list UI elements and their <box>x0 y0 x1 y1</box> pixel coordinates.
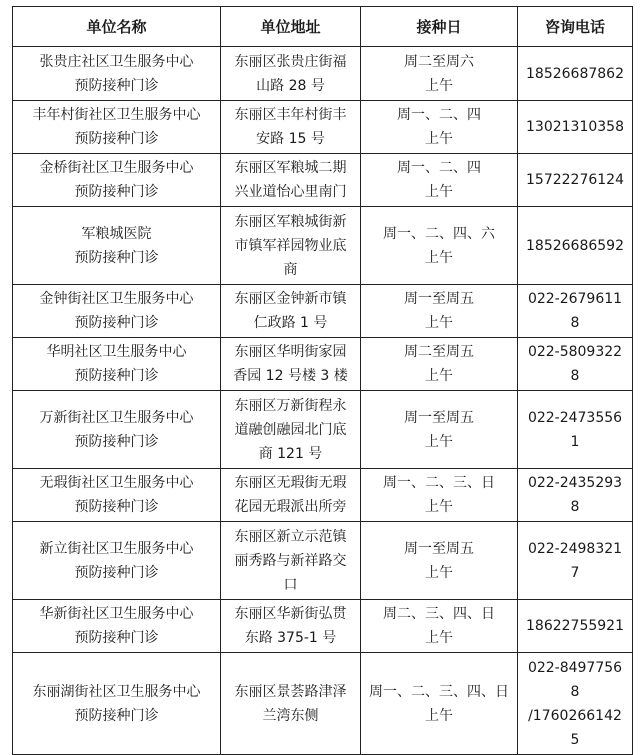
unit-address-cell <box>221 101 361 154</box>
vaccination-day-cell <box>361 101 518 154</box>
unit-name-line: 预防接种门诊 <box>74 564 159 581</box>
vaccination-day-line: 上午 <box>425 499 453 515</box>
unit-name-line: 预防接种门诊 <box>74 368 159 384</box>
consult-phone-cell <box>518 469 633 522</box>
table-row <box>13 101 633 154</box>
vaccination-day-cell <box>361 391 518 469</box>
unit-address-line: 东丽区华明街家园 <box>234 344 347 360</box>
unit-name-cell <box>13 154 221 207</box>
unit-address-line: 东丽区景荟路津泽 <box>234 683 347 700</box>
unit-name-line: 预防接种门诊 <box>74 131 159 147</box>
unit-address-line: 东路 375-1 号 <box>244 630 337 646</box>
table-row <box>13 338 633 391</box>
vaccination-day-line: 上午 <box>425 368 453 384</box>
unit-name-line: 金钟街社区卫生服务中心 <box>39 291 194 307</box>
consult-phone-cell <box>518 653 633 755</box>
vaccination-day-cell <box>361 600 518 653</box>
unit-address-line: 花园无瑕派出所旁 <box>234 499 347 515</box>
consult-phone-cell <box>518 47 633 101</box>
unit-name-line: 张贵庄社区卫生服务中心 <box>39 53 194 70</box>
unit-address-line: 东丽区新立示范镇 <box>234 528 347 545</box>
unit-name-line: 金桥街社区卫生服务中心 <box>39 160 194 176</box>
vaccination-day-cell <box>361 469 518 522</box>
consult-phone-line: 8 <box>570 368 580 384</box>
unit-name-line: 预防接种门诊 <box>74 707 159 724</box>
unit-address-line: 香园 12 号楼 3 楼 <box>233 368 348 384</box>
unit-address-line: 东丽区无瑕街无瑕 <box>234 475 347 491</box>
consult-phone-line: 7 <box>570 564 580 581</box>
vaccination-day-line: 上午 <box>425 564 453 581</box>
table-row <box>13 285 633 338</box>
vaccination-day-cell <box>361 338 518 391</box>
unit-address-line: 东丽区张贵庄街福 <box>234 53 347 70</box>
unit-address-line: 东丽区丰年村街丰 <box>234 107 347 123</box>
vaccination-day-line: 上午 <box>425 77 453 94</box>
unit-address-line: 安路 15 号 <box>256 131 325 147</box>
unit-name-line: 无瑕街社区卫生服务中心 <box>39 475 194 491</box>
table-body <box>13 47 633 755</box>
unit-name-cell <box>13 391 221 469</box>
vaccination-day-cell <box>361 207 518 285</box>
table-row <box>13 391 633 469</box>
consult-phone-line: 022-2473556 <box>527 409 623 426</box>
unit-name-line: 预防接种门诊 <box>74 184 159 200</box>
consult-phone-cell <box>518 600 633 653</box>
vaccination-day-line: 周二、三、四、日 <box>383 606 495 622</box>
vaccination-day-line: 周二至周六 <box>404 53 474 70</box>
unit-name-cell <box>13 285 221 338</box>
vaccination-day-line: 周一至周五 <box>404 540 474 557</box>
consult-phone-line: 18622755921 <box>526 618 624 634</box>
unit-address-cell <box>221 207 361 285</box>
header-unit-address: 单位地址 <box>221 7 361 47</box>
unit-address-line: 东丽区军粮城二期 <box>234 160 347 176</box>
table-row <box>13 469 633 522</box>
unit-address-line: 仁政路 1 号 <box>253 315 328 331</box>
unit-name-cell <box>13 522 221 600</box>
unit-address-line: 兴业道怡心里南门 <box>234 184 347 200</box>
unit-address-cell <box>221 338 361 391</box>
header-consult-phone: 咨询电话 <box>518 7 633 47</box>
unit-address-cell <box>221 600 361 653</box>
consult-phone-cell <box>518 101 633 154</box>
vaccination-day-cell <box>361 653 518 755</box>
vaccination-day-line: 周一、二、四 <box>397 107 481 123</box>
unit-name-line: 预防接种门诊 <box>74 630 159 646</box>
vaccination-day-line: 上午 <box>425 249 453 266</box>
consult-phone-line: /1760266142 <box>528 707 622 724</box>
consult-phone-line: 15722276124 <box>526 172 624 188</box>
consult-phone-cell <box>518 207 633 285</box>
unit-name-line: 华明社区卫生服务中心 <box>46 344 187 360</box>
consult-phone-cell <box>518 338 633 391</box>
vaccination-day-cell <box>361 522 518 600</box>
vaccination-day-line: 周一、二、三、日 <box>383 475 495 491</box>
unit-address-cell <box>221 469 361 522</box>
unit-name-cell <box>13 469 221 522</box>
unit-address-cell <box>221 391 361 469</box>
unit-address-cell <box>221 154 361 207</box>
vaccination-day-line: 周一、二、三、四、日 <box>369 683 509 700</box>
consult-phone-line: 022-2435293 <box>527 475 623 491</box>
unit-name-line: 万新街社区卫生服务中心 <box>39 409 194 426</box>
header-vaccination-day: 接种日 <box>361 7 518 47</box>
unit-address-line: 口 <box>283 576 298 593</box>
unit-address-line: 道融创融园北门底 <box>234 421 347 438</box>
consult-phone-line: 022-8497756 <box>527 659 623 676</box>
unit-name-cell <box>13 207 221 285</box>
unit-name-line: 华新街社区卫生服务中心 <box>39 606 194 622</box>
table-row <box>13 522 633 600</box>
unit-name-cell <box>13 653 221 755</box>
unit-address-line: 商 121 号 <box>258 445 323 462</box>
vaccination-day-line: 上午 <box>425 184 453 200</box>
table-row <box>13 600 633 653</box>
consult-phone-line: 8 <box>570 683 580 700</box>
unit-address-line: 丽秀路与新祥路交 <box>234 552 347 569</box>
unit-address-line: 市镇军祥园物业底 <box>234 237 347 254</box>
consult-phone-cell <box>518 285 633 338</box>
consult-phone-cell <box>518 154 633 207</box>
unit-address-cell <box>221 285 361 338</box>
unit-name-cell <box>13 47 221 101</box>
vaccination-day-line: 周一、二、四 <box>397 160 481 176</box>
vaccination-day-line: 上午 <box>425 433 453 450</box>
vaccination-day-line: 上午 <box>425 707 453 724</box>
vaccination-day-line: 周一、二、四、六 <box>383 225 495 242</box>
unit-address-line: 东丽区军粮城街新 <box>234 213 347 230</box>
vaccination-day-cell <box>361 285 518 338</box>
vaccination-day-cell <box>361 47 518 101</box>
consult-phone-line: 8 <box>570 499 580 515</box>
unit-address-line: 东丽区万新街程永 <box>234 397 347 414</box>
unit-name-line: 预防接种门诊 <box>74 433 159 450</box>
unit-name-line: 军粮城医院 <box>81 225 152 242</box>
unit-name-cell <box>13 600 221 653</box>
vaccination-day-line: 周一至周五 <box>404 409 474 426</box>
table-row <box>13 47 633 101</box>
consult-phone-line: 18526687862 <box>526 65 624 82</box>
header-unit-name: 单位名称 <box>13 7 221 47</box>
vaccination-schedule-table <box>12 6 633 755</box>
vaccination-day-line: 周一至周五 <box>404 291 474 307</box>
unit-name-line: 新立街社区卫生服务中心 <box>39 540 194 557</box>
vaccination-day-line: 上午 <box>425 315 453 331</box>
unit-address-cell <box>221 653 361 755</box>
unit-address-cell <box>221 47 361 101</box>
unit-name-line: 丰年村街社区卫生服务中心 <box>32 107 201 123</box>
vaccination-day-cell <box>361 154 518 207</box>
consult-phone-cell <box>518 391 633 469</box>
vaccination-day-line: 上午 <box>425 630 453 646</box>
vaccination-day-line: 上午 <box>425 131 453 147</box>
unit-address-line: 商 <box>283 261 298 278</box>
unit-address-cell <box>221 522 361 600</box>
consult-phone-line: 8 <box>570 315 580 331</box>
unit-name-line: 预防接种门诊 <box>74 249 159 266</box>
consult-phone-line: 022-2679611 <box>527 291 623 307</box>
unit-address-line: 山路 28 号 <box>256 77 325 94</box>
consult-phone-line: 1 <box>570 433 580 450</box>
unit-address-line: 东丽区华新街弘贯 <box>234 606 347 622</box>
consult-phone-line: 022-2498321 <box>527 540 623 557</box>
consult-phone-line: 022-5809322 <box>527 344 623 360</box>
table-row <box>13 207 633 285</box>
unit-name-cell <box>13 101 221 154</box>
unit-name-line: 东丽湖街社区卫生服务中心 <box>32 683 201 700</box>
unit-address-line: 东丽区金钟新市镇 <box>234 291 347 307</box>
unit-name-cell <box>13 338 221 391</box>
consult-phone-line: 5 <box>570 731 580 748</box>
table-row <box>13 653 633 755</box>
consult-phone-line: 13021310358 <box>526 119 624 135</box>
unit-name-line: 预防接种门诊 <box>74 315 159 331</box>
unit-name-line: 预防接种门诊 <box>74 77 159 94</box>
unit-name-line: 预防接种门诊 <box>74 499 159 515</box>
vaccination-day-line: 周二至周五 <box>404 344 474 360</box>
consult-phone-line: 18526686592 <box>526 237 624 254</box>
table-row <box>13 154 633 207</box>
consult-phone-cell <box>518 522 633 600</box>
header-row <box>13 7 633 47</box>
unit-address-line: 兰湾东侧 <box>262 707 319 724</box>
